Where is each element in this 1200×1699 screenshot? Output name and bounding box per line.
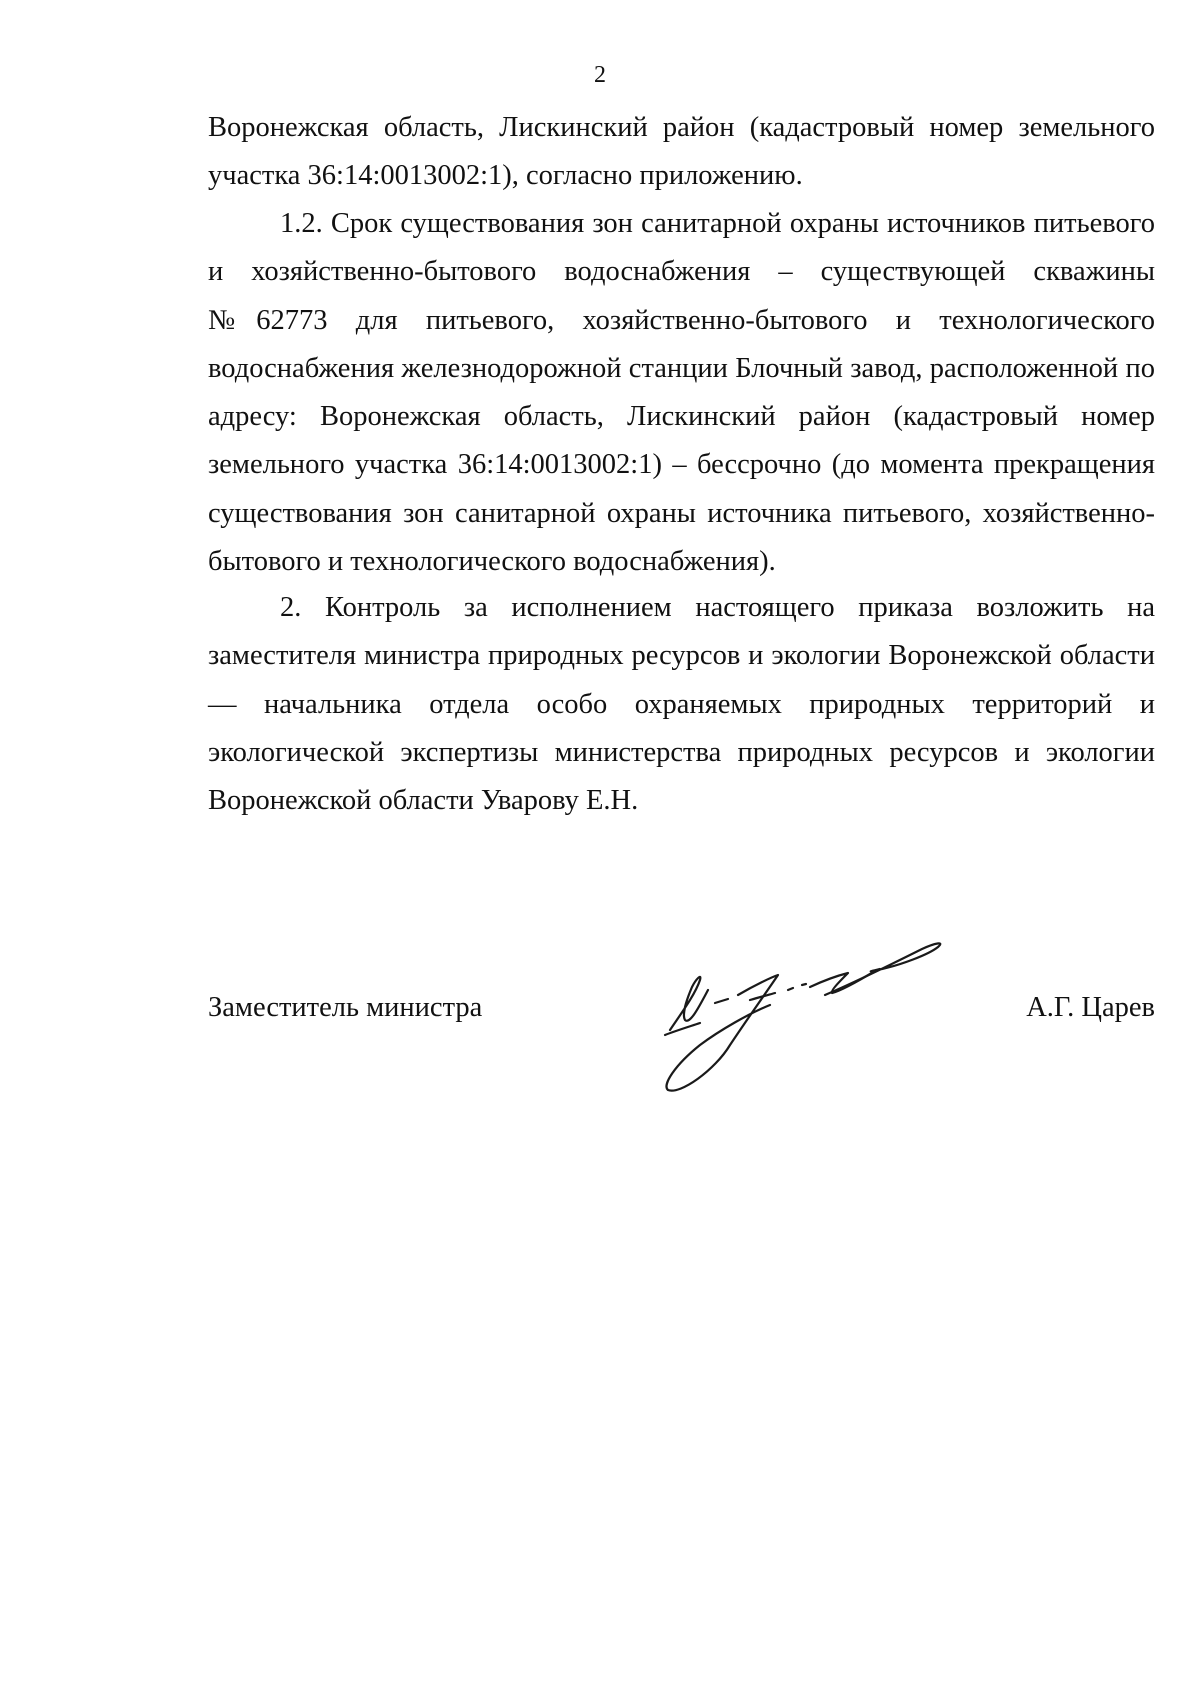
signatory-name: А.Г. Царев [1026, 992, 1155, 1023]
signatory-position: Заместитель министра [208, 992, 483, 1023]
paragraph-2-control: 2. Контроль за исполнением настоящего приказа возложить на заместителя министра природных ресурсов и экологии Воронежской области — начальника отдела особо охраняемых природных территорий и экологической экспертизы министерства природных ресурсов и экологии Воронежской области Уварову Е.Н. [208, 592, 1155, 817]
paragraph-1-2-zone-term: 1.2. Срок существования зон санитарной охраны источников питьевого и хозяйственно-бытового водоснабжения – существующей скважины №62773 для питьевого, хозяйственно-бытового и технологического водоснабжения железнодорожной станции Блочный завод, расположенной по адресу: Воронежская область, Лискинский район (кадастровый номер земельного участка 36:14:0013002:1) – бессрочно (до момента прекращения существования зон санитарной охраны источника питьевого, хозяйственно-бытового и технологического водоснабжения). [208, 208, 1155, 578]
paragraph-continuation: Воронежская область, Лискинский район (кадастровый номер земельного участка 36:14:0013002:1), согласно приложению. [208, 112, 1155, 192]
handwritten-signature [660, 935, 980, 1095]
page-number: 2 [594, 62, 606, 88]
